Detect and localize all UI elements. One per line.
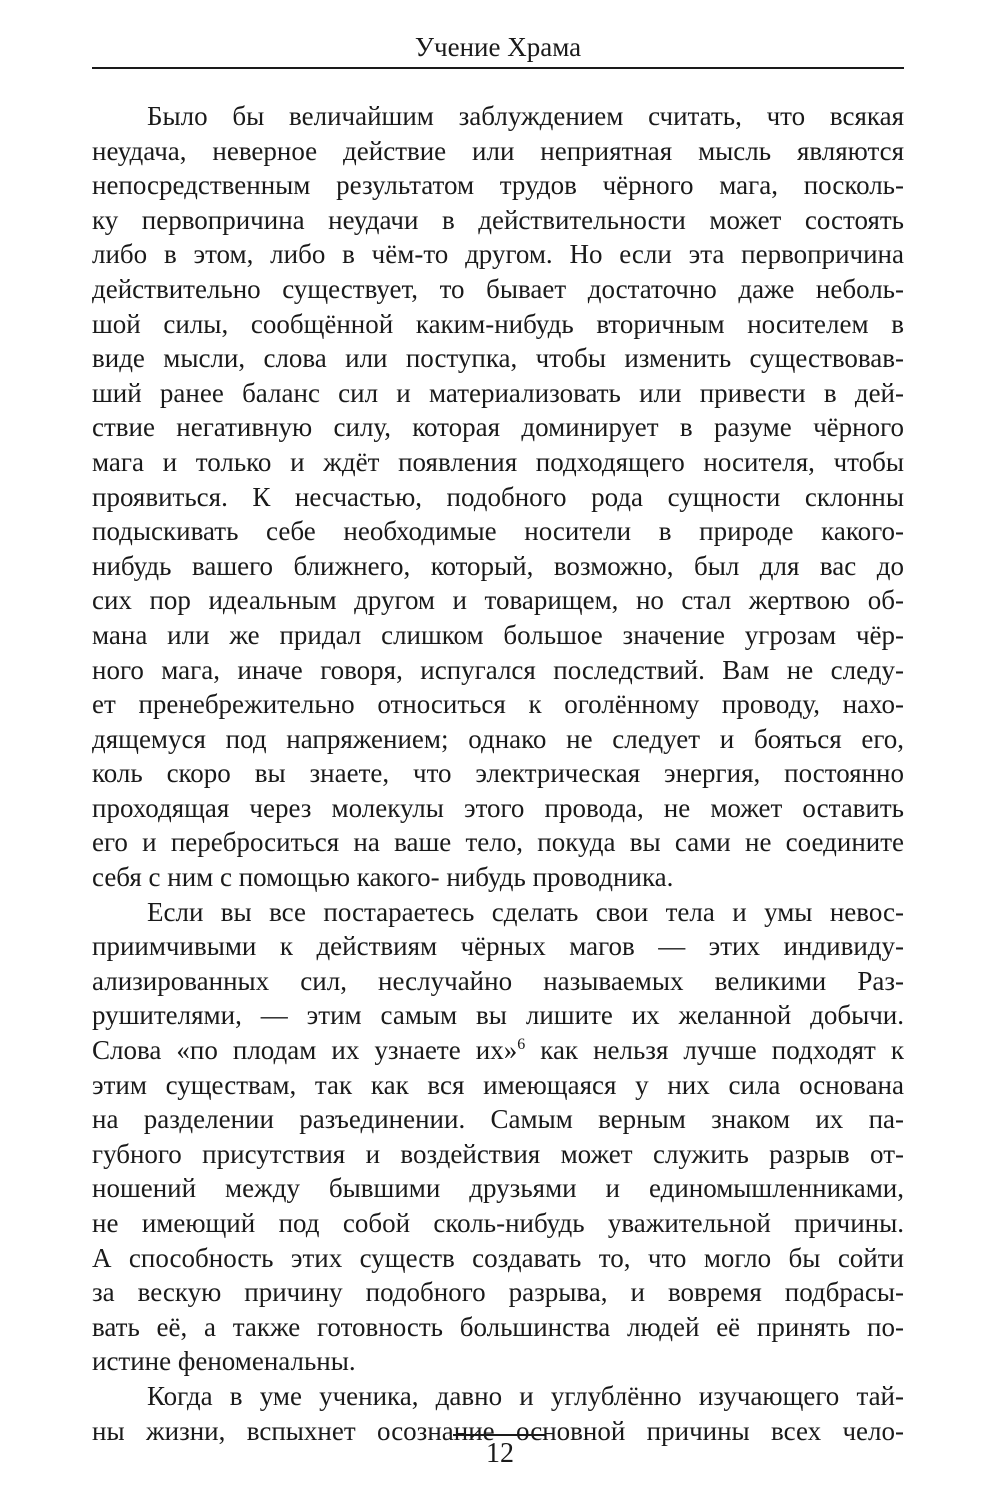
paragraph-2: [92, 895, 904, 1379]
text-line: ствие негативную силу, которая доминирует в разуме чёрного: [92, 412, 904, 443]
text-fragment: Слова «по плодам их узнаете их»: [92, 1035, 518, 1066]
text-line: Было бы величайшим заблуждением считать, что всякая: [147, 101, 904, 131]
text-line: приимчивыми к действиям чёрных магов — этих индивиду-: [92, 931, 904, 962]
text-line: себя с ним с помощью какого- нибудь проводника.: [92, 862, 674, 893]
text-line: Если вы все постараетесь сделать свои тела и умы невос-: [147, 896, 904, 927]
text-line: ализированных сил, неслучайно называемых великими Раз-: [92, 965, 904, 996]
footnote-marker: 6: [517, 1036, 526, 1054]
body-text: [92, 99, 904, 1448]
text-line: его и переброситься на ваше тело, покуда вы сами не соедините: [92, 827, 904, 858]
text-line: дящемуся под напряжением; однако не следует и бояться его,: [92, 723, 904, 754]
text-line: непосредственным результатом трудов чёрного мага, посколь-: [92, 170, 904, 201]
text-line: ет пренебрежительно относиться к оголённому проводу, нахо-: [92, 689, 904, 720]
text-line: рушителями, — этим самым вы лишите их желанной добычи.: [92, 1000, 904, 1031]
text-line: ку первопричина неудачи в действительности может состоять: [92, 204, 904, 235]
text-line: действительно существует, то бывает достаточно даже неболь-: [92, 273, 904, 304]
text-line: вать её, а также готовность большинства людей её принять по-: [92, 1311, 904, 1342]
text-line: Когда в уме ученика, давно и углублённо изучающего тай-: [147, 1380, 904, 1411]
text-line: проявиться. К несчастью, подобного рода сущности склонны: [92, 481, 904, 512]
text-line: ший ранее баланс сил и материализовать или привести в дей-: [92, 377, 904, 408]
text-line: не имеющий под собой сколь-нибудь уважительной причины.: [92, 1208, 904, 1238]
text-line: мага и только и ждёт появления подходящего носителя, чтобы: [92, 446, 904, 477]
text-line: ношений между бывшими друзьями и единомышленниками,: [92, 1173, 904, 1204]
text-line: нибудь вашего ближнего, который, возможно, был для вас до: [92, 550, 904, 581]
text-line-with-footnote: [92, 1033, 904, 1068]
text-line: истине феноменальны.: [92, 1346, 356, 1377]
text-line: этим существам, так как вся имеющаяся у них сила основана: [92, 1069, 904, 1100]
text-line: губного присутствия и воздействия может служить разрыв от-: [92, 1138, 904, 1169]
text-fragment: как нельзя лучше подходят к: [525, 1035, 904, 1066]
text-line: проходящая через молекулы этого провода, не может оставить: [92, 792, 904, 823]
text-line: ного мага, иначе говоря, испугался последствий. Вам не следу-: [92, 654, 904, 685]
text-line: либо в этом, либо в чём-то другом. Но если эта первопричина: [92, 239, 904, 270]
running-title: Учение Храма: [414, 32, 582, 62]
text-line: мана или же придал слишком большое значение угрозам чёр-: [92, 619, 904, 650]
text-line: на разделении разъединении. Самым верным знаком их па-: [92, 1104, 904, 1135]
text-line: сих пор идеальным другом и товарищем, но стал жертвою об-: [92, 585, 904, 616]
text-line: шой силы, сообщённой каким-нибудь вторичным носителем в: [92, 308, 904, 339]
text-line: подыскивать себе необходимые носители в природе какого-: [92, 516, 904, 547]
header-rule: [92, 67, 904, 69]
text-line: виде мысли, слова или поступка, чтобы изменить существовав-: [92, 343, 904, 374]
text-line: ны жизни, вспыхнет осознание основной причины всех чело-: [92, 1415, 904, 1446]
text-line: коль скоро вы знаете, что электрическая энергия, постоянно: [92, 758, 904, 789]
paragraph-1: [92, 99, 904, 895]
page-number: 12: [486, 1438, 514, 1469]
text-line: за вескую причину подобного разрыва, и вовремя подбрасы-: [92, 1277, 904, 1308]
text-line: А способность этих существ создавать то, что могло бы сойти: [92, 1242, 904, 1273]
footer-rule: [453, 1434, 545, 1436]
text-line: неудача, неверное действие или неприятная мысль являются: [92, 135, 904, 166]
